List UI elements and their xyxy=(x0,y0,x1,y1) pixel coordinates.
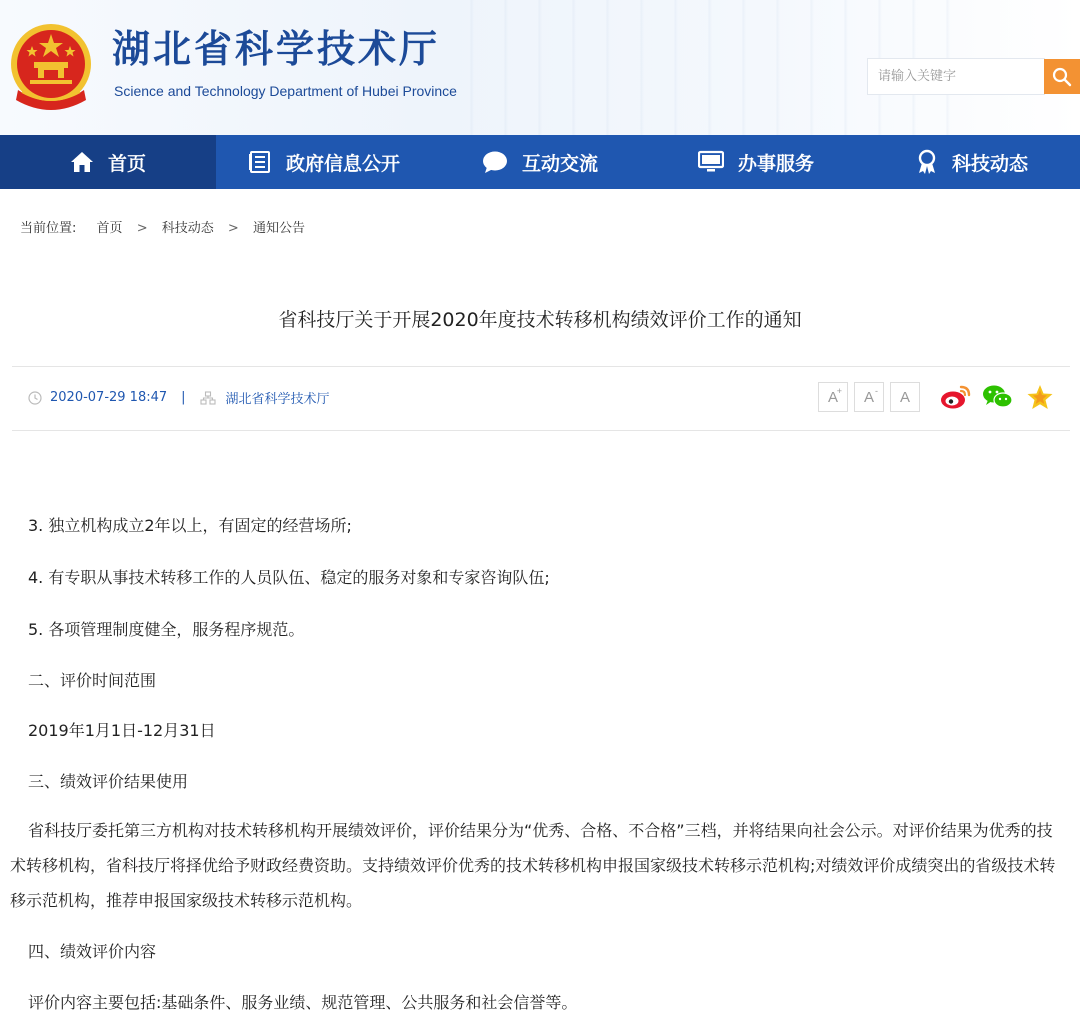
paragraph: 省科技厅委托第三方机构对技术转移机构开展绩效评价，评价结果分为“优秀、合格、不合格”三档，并将结果向社会公示。对评价结果为优秀的技术转移机构，省科技厅将择优给予财政经费资助。支持绩效评价优秀的技术转移机构申报国家级技术转移示范机构;对绩效评价成绩突出的省级技术转移示范机构，推荐申报国家级技术转移示范机构。 xyxy=(10,821,1056,910)
site-header xyxy=(0,0,1080,135)
nav-item-label: 政府信息公开 xyxy=(285,152,400,175)
article-meta xyxy=(28,388,330,407)
section-heading: 三、绩效评价结果使用 xyxy=(28,772,189,791)
nav-item-label: 首页 xyxy=(107,152,146,175)
breadcrumb-link-tech-news[interactable]: 科技动态 xyxy=(161,221,214,236)
meta-separator: | xyxy=(181,390,186,405)
site-title[interactable]: 湖北省科学技术厅 xyxy=(112,26,441,71)
section-heading: 四、绩效评价内容 xyxy=(28,942,157,961)
breadcrumb xyxy=(20,217,315,236)
paragraph: 5. 各项管理制度健全，服务程序规范。 xyxy=(28,620,305,639)
search-button[interactable] xyxy=(1044,59,1080,94)
main-nav xyxy=(0,135,1080,189)
clock-icon xyxy=(28,391,42,405)
search-input[interactable] xyxy=(868,59,1038,94)
search-box xyxy=(868,59,1044,94)
font-size-medium-button[interactable]: A - xyxy=(854,382,884,412)
article-source: 湖北省科学技术厅 xyxy=(225,392,330,407)
weibo-icon xyxy=(940,384,972,410)
share-weibo-button[interactable] xyxy=(940,383,972,411)
search-icon xyxy=(1052,67,1072,87)
font-size-default-button[interactable]: A xyxy=(890,382,920,412)
national-emblem-icon[interactable] xyxy=(8,20,94,114)
section-heading: 二、评价时间范围 xyxy=(28,671,157,690)
breadcrumb-prefix: 当前位置: xyxy=(20,221,77,236)
share-wechat-button[interactable] xyxy=(982,383,1014,411)
nav-item-label: 互动交流 xyxy=(521,152,598,175)
home-icon xyxy=(70,150,94,174)
nav-item-interaction[interactable] xyxy=(432,135,648,189)
paragraph: 2019年1月1日-12月31日 xyxy=(28,721,216,740)
nav-item-gov-info[interactable] xyxy=(216,135,432,189)
favorite-star-icon xyxy=(1026,384,1054,410)
nav-item-label: 科技动态 xyxy=(951,152,1028,175)
divider xyxy=(12,430,1070,431)
article-tools xyxy=(818,382,1056,412)
paragraph: 4. 有专职从事技术转移工作的人员队伍、稳定的服务对象和专家咨询队伍; xyxy=(28,568,550,587)
article-title: 省科技厅关于开展2020年度技术转移机构绩效评价工作的通知 xyxy=(278,309,802,331)
award-ribbon-icon xyxy=(916,149,938,175)
nav-item-home[interactable] xyxy=(0,135,216,189)
nav-item-label: 办事服务 xyxy=(737,152,814,175)
chat-bubble-icon xyxy=(482,150,508,174)
breadcrumb-separator: > xyxy=(227,221,239,236)
site-subtitle: Science and Technology Department of Hubei Province xyxy=(114,83,457,99)
breadcrumb-link-notices[interactable]: 通知公告 xyxy=(252,221,305,236)
paragraph: 3. 独立机构成立2年以上，有固定的经营场所; xyxy=(28,516,352,535)
font-size-large-button[interactable]: A + xyxy=(818,382,848,412)
breadcrumb-link-home[interactable]: 首页 xyxy=(96,221,123,236)
article-date: 2020-07-29 18:47 xyxy=(50,390,168,405)
favorite-button[interactable] xyxy=(1024,383,1056,411)
paragraph: 评价内容主要包括:基础条件、服务业绩、规范管理、公共服务和社会信誉等。 xyxy=(28,993,578,1012)
breadcrumb-separator: > xyxy=(136,221,148,236)
document-list-icon xyxy=(248,150,272,174)
nav-item-tech-news[interactable] xyxy=(864,135,1080,189)
nav-item-services[interactable] xyxy=(648,135,864,189)
organization-icon xyxy=(200,391,216,405)
monitor-icon xyxy=(698,150,724,174)
wechat-icon xyxy=(982,384,1014,410)
divider xyxy=(12,366,1070,367)
